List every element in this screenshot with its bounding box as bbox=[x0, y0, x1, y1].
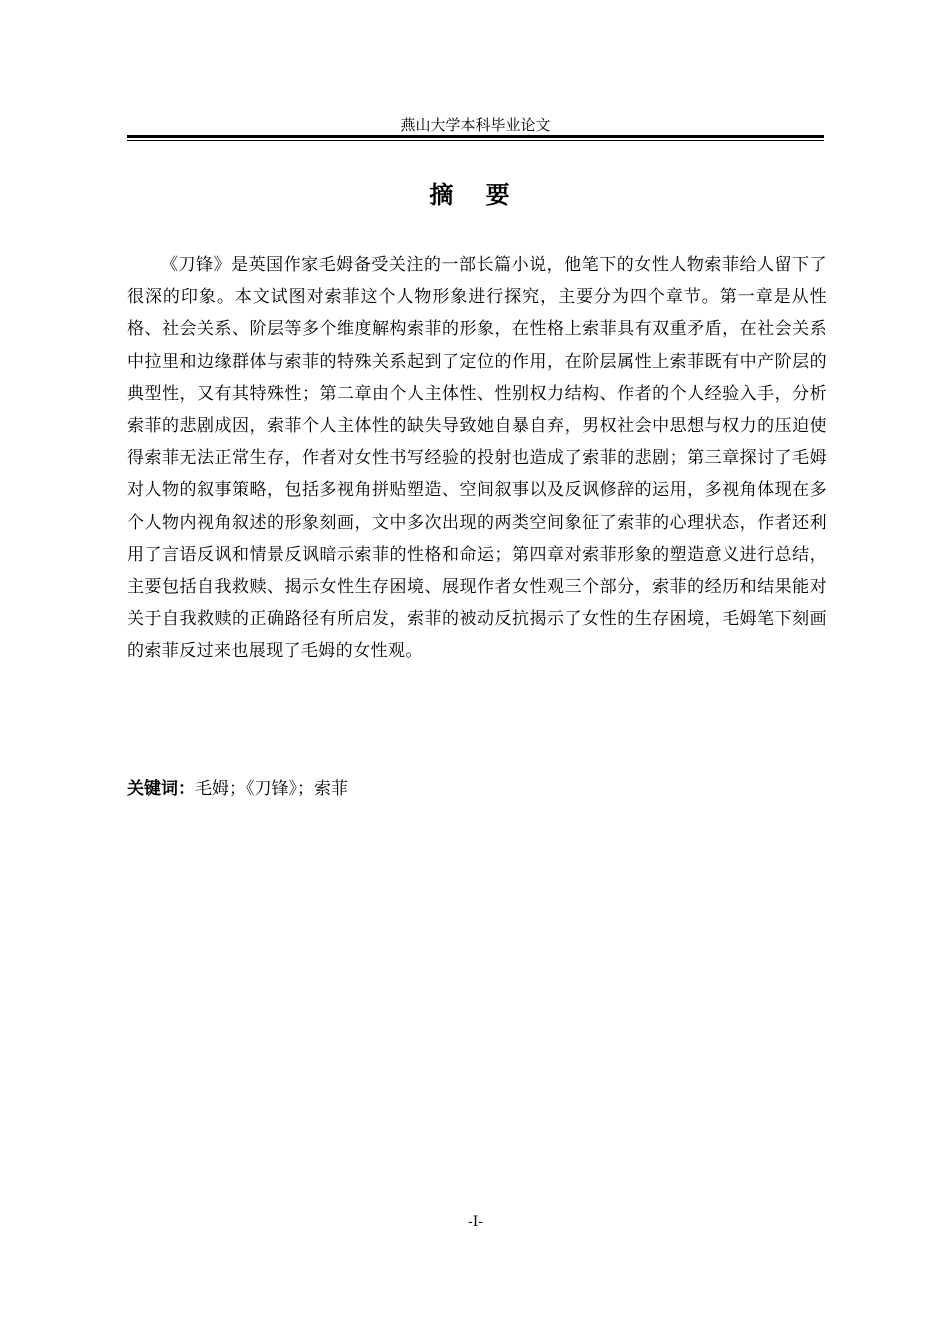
keywords-line bbox=[127, 777, 348, 801]
abstract-title: 摘 要 bbox=[429, 181, 522, 209]
running-header: 燕山大学本科毕业论文 bbox=[400, 116, 551, 134]
keywords-value: 毛姆；《刀锋》；索菲 bbox=[195, 779, 348, 799]
keywords-label: 关键词： bbox=[127, 779, 195, 799]
abstract-body: 《刀锋》是英国作家毛姆备受关注的一部长篇小说，他笔下的女性人物索菲给人留下了很深的印象。本文试图对索菲这个人物形象进行探究，主要分为四个章节。第一章是从性格、社会关系、阶层等多个维度解构索菲的形象，在性格上索菲具有双重矛盾，在社会关系中拉里和边缘群体与索菲的特殊关系起到了定位的作用，在阶层属性上索菲既有中产阶层的典型性，又有其特殊性；第二章由个人主体性、性别权力结构、作者的个人经验入手，分析索菲的悲剧成因，索菲个人主体性的缺失导致她自暴自弃，男权社会中思想与权力的压迫使得索菲无法正常生存，作者对女性书写经验的投射也造成了索菲的悲剧；第三章探讨了毛姆对人物的叙事策略，包括多视角拼贴塑造、空间叙事以及反讽修辞的运用，多视角体现在多个人物内视角叙述的形象刻画，文中多次出现的两类空间象征了索菲的心理状态，作者还利用了言语反讽和情景反讽暗示索菲的性格和命运；第四章对索菲形象的塑造意义进行总结，主要包括自我救赎、揭示女性生存困境、展现作者女性观三个部分，索菲的经历和结果能对关于自我救赎的正确路径有所启发，索菲的被动反抗揭示了女性的生存困境，毛姆笔下刻画的索菲反过来也展现了毛姆的女性观。 bbox=[127, 255, 827, 662]
header-rule-thick bbox=[127, 135, 824, 138]
header-rule-thin bbox=[127, 140, 824, 141]
page-number: -I- bbox=[468, 1214, 483, 1230]
